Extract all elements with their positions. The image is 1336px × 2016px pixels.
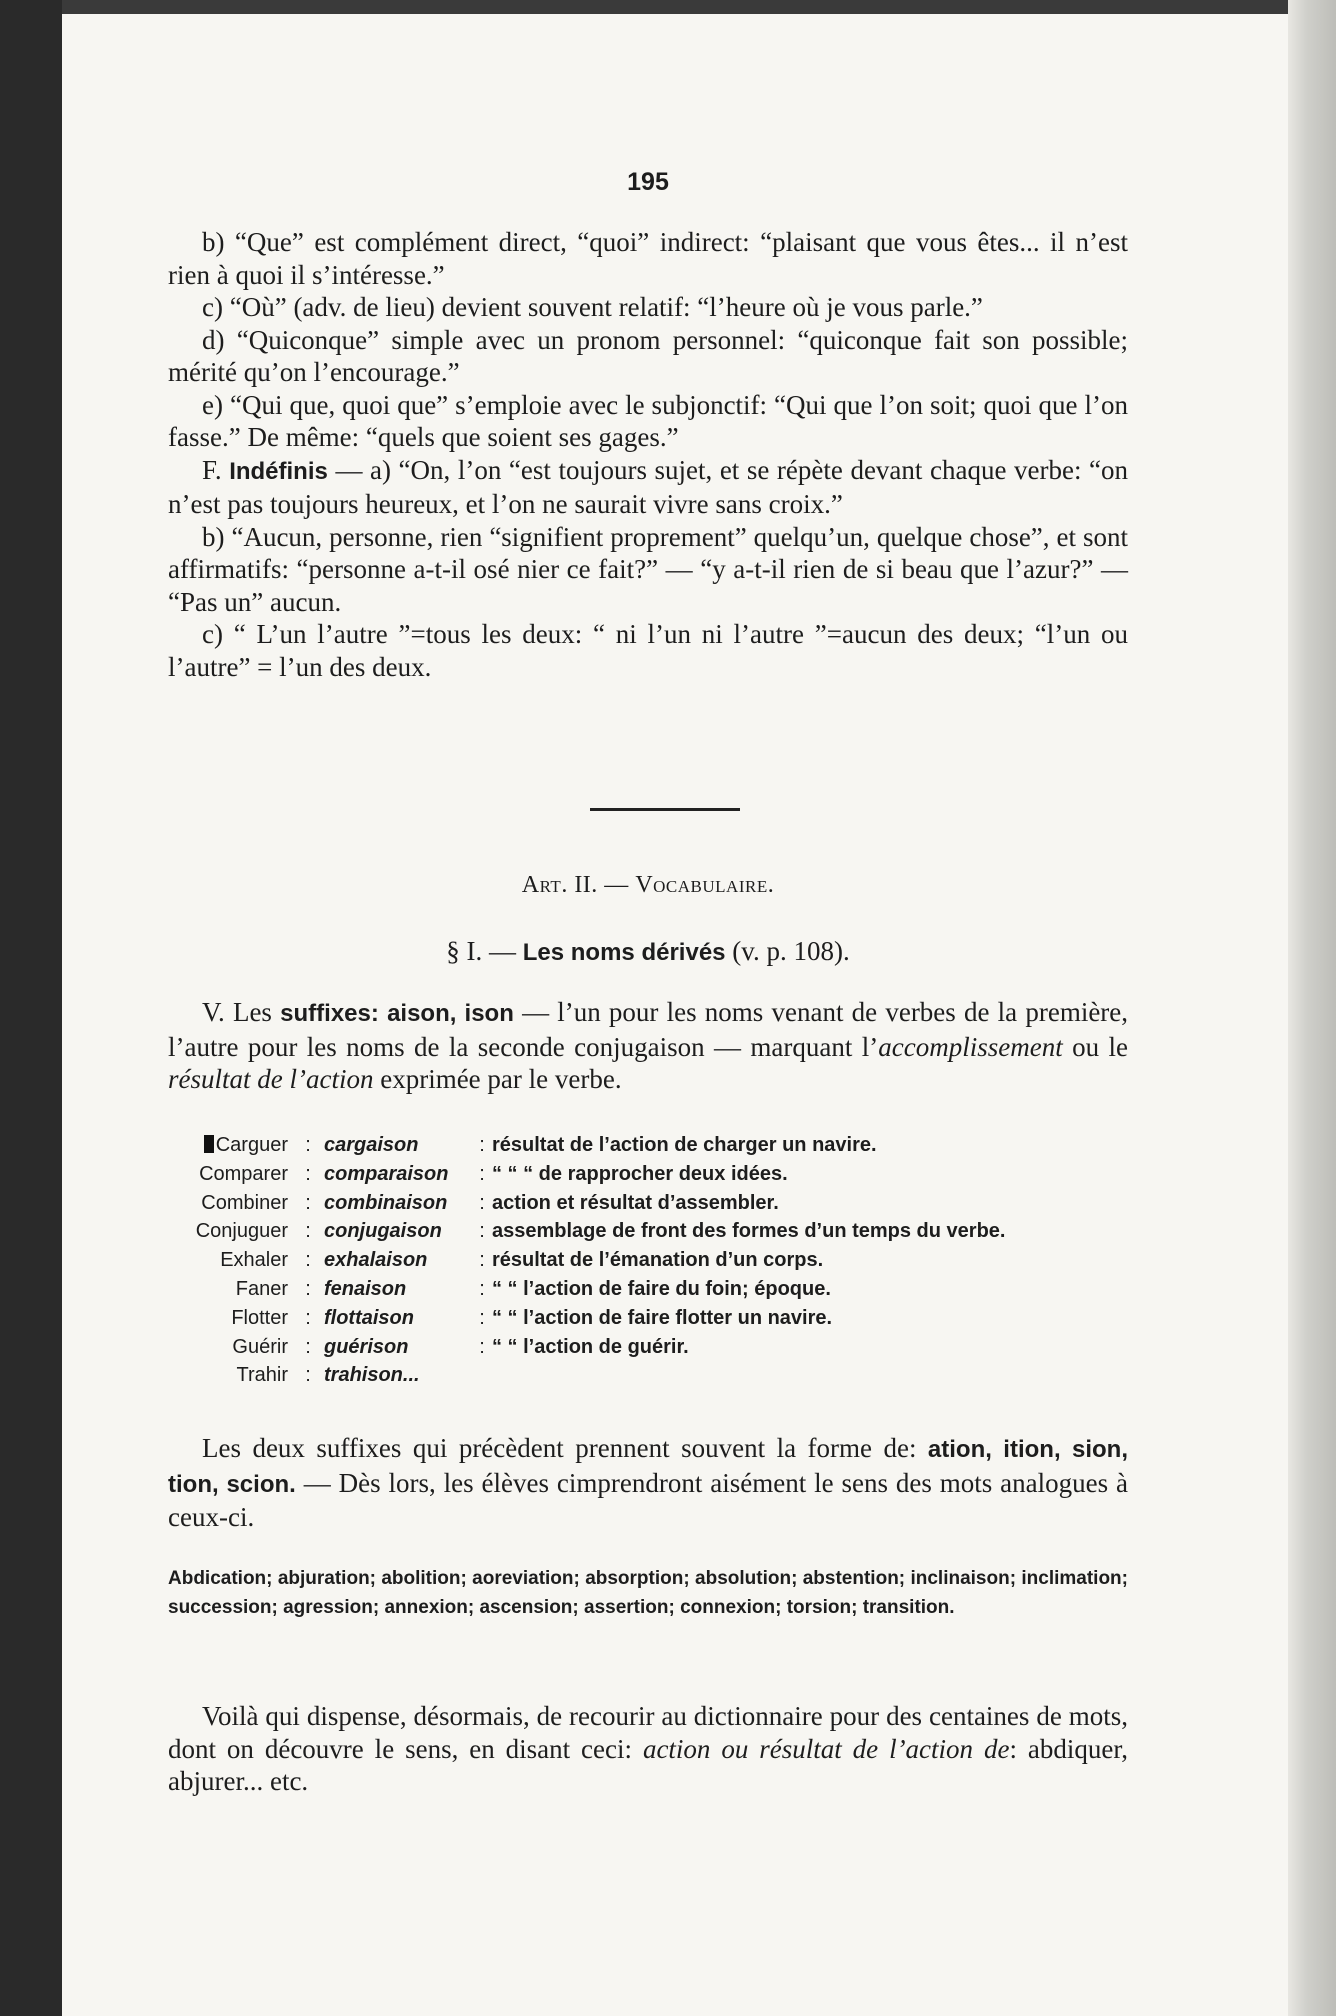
table-meaning: résultat de l’émanation d’un corps. xyxy=(492,1249,824,1272)
paragraph-indefinis xyxy=(168,454,1128,521)
table-verb: Combiner xyxy=(201,1191,288,1214)
table-row xyxy=(168,1333,1148,1362)
paragraph-ou: c) “Où” (adv. de lieu) devient souvent relatif: “l’heure où je vous parle.” xyxy=(202,292,983,322)
table-verb: Conjuguer xyxy=(195,1220,288,1243)
scan-frame-right xyxy=(1288,0,1336,2016)
table-row xyxy=(168,1160,1148,1189)
table-colon: : xyxy=(305,1277,311,1300)
table-colon: : xyxy=(305,1249,311,1272)
table-noun: cargaison xyxy=(324,1134,419,1156)
indefinis-text: — a) “On, l’on “est toujours sujet, et se répète devant chaque verbe: “on n’est pas toujours heureux, et l’on ne saurait vivre sans croix.” xyxy=(168,454,1129,519)
table-noun: exhalaison xyxy=(324,1249,428,1272)
table-row xyxy=(168,1246,1148,1275)
table-colon: : xyxy=(479,1220,485,1243)
article-prefix: Art. II. — xyxy=(521,872,629,898)
suffix-forms: aison, ison xyxy=(387,1000,514,1027)
table-colon: : xyxy=(305,1220,311,1243)
table-row xyxy=(168,1131,1148,1160)
table-row xyxy=(168,1189,1148,1218)
table-meaning: assemblage de front des formes d’un temps du verbe. xyxy=(492,1220,1006,1243)
table-colon: : xyxy=(479,1162,485,1185)
suffix-lead: V. Les xyxy=(202,997,272,1027)
table-colon: : xyxy=(305,1134,311,1156)
article-heading xyxy=(168,872,1128,899)
table-row xyxy=(168,1361,1148,1390)
paragraph-qui-que: e) “Qui que, quoi que” s’emploie avec le subjonctif: “Qui que l’on soit; quoi que l’on fasse.” De même: “quels que soient ses gages.” xyxy=(168,389,1128,452)
section-reference: (v. p. 108). xyxy=(732,936,850,966)
section-divider xyxy=(590,808,740,811)
suffix-text-2: ou le xyxy=(1062,1031,1128,1062)
scan-frame-top xyxy=(0,0,1336,14)
table-verb: Trahir xyxy=(236,1364,288,1387)
closing-text-2: : abdiquer, abjurer... etc. xyxy=(168,1733,1128,1796)
paragraph-que-quoi: b) “Que” est complément direct, “quoi” indirect: “plaisant que vous êtes... il n’est rien à quoi il s’intéresse.” xyxy=(168,227,1128,290)
table-verb: Faner xyxy=(235,1277,288,1300)
suffix-emphasis-2: résultat de l’action xyxy=(168,1064,374,1094)
table-colon: : xyxy=(305,1162,311,1185)
table-colon: : xyxy=(305,1191,311,1214)
table-row xyxy=(168,1275,1148,1304)
table-noun: comparaison xyxy=(324,1162,449,1185)
indefinis-title: Indéfinis xyxy=(229,457,328,485)
scan-frame-left xyxy=(0,0,62,2016)
table-verb: Guérir xyxy=(232,1335,288,1358)
paragraph-quiconque: d) “Quiconque” simple avec un pronom personnel: “quiconque fait son possible; mérité qu’on l’encourage.” xyxy=(168,324,1128,387)
variant-paragraph-block xyxy=(168,1432,1128,1534)
section-title: Les noms dérivés xyxy=(522,939,726,966)
table-verb: Carguer xyxy=(168,1131,298,1160)
table-colon: : xyxy=(479,1306,485,1329)
table-meaning: “ “ “ de rapprocher deux idées. xyxy=(492,1162,788,1185)
table-meaning: résultat de l’action de charger un navire. xyxy=(492,1134,877,1156)
table-noun: guérison xyxy=(324,1335,409,1358)
table-colon: : xyxy=(479,1134,485,1156)
table-meaning: “ “ l’action de faire flotter un navire. xyxy=(492,1306,833,1329)
table-noun: fenaison xyxy=(324,1277,407,1300)
table-colon: : xyxy=(305,1306,311,1329)
table-colon: : xyxy=(479,1335,485,1358)
table-verb: Exhaler xyxy=(220,1249,288,1272)
table-noun: combinaison xyxy=(324,1191,448,1214)
article-title: Vocabulaire. xyxy=(635,872,775,898)
table-noun: conjugaison xyxy=(324,1220,442,1243)
suffix-paragraph xyxy=(168,996,1128,1096)
table-verb: Flotter xyxy=(231,1306,288,1329)
indefinis-lead: F. xyxy=(202,454,222,485)
variant-text-1: Les deux suffixes qui précèdent prennent souvent la forme de: xyxy=(202,1433,917,1463)
table-noun: flottaison xyxy=(324,1306,414,1329)
section-heading xyxy=(168,936,1128,967)
paragraph-lun-lautre: c) “ L’un l’autre ”=tous les deux: “ ni l’un ni l’autre ”=aucun des deux; “l’un ou l’autre” = l’un des deux. xyxy=(168,619,1128,682)
grammar-block xyxy=(168,226,1128,683)
table-colon: : xyxy=(305,1364,311,1387)
example-word-list: Abdication; abjuration; abolition; aoreviation; absorption; absolution; abstention; inclinaison; inclimation; succession; agression; annexion; ascension; assertion; connexion; torsion; transition. xyxy=(168,1568,1128,1618)
closing-paragraph xyxy=(168,1700,1128,1798)
table-verb: Comparer xyxy=(199,1162,288,1185)
suffix-paragraph-block xyxy=(168,996,1128,1096)
page-number: 195 xyxy=(627,168,669,196)
paragraph-aucun: b) “Aucun, personne, rien “signifient proprement” quelqu’un, quelque chose”, et sont affirmatifs: “personne a-t-il osé nier ce fait?” — “y a-t-il rien de si beau que l’azur?” — “Pas un” aucun. xyxy=(168,521,1128,617)
table-row xyxy=(168,1304,1148,1333)
table-colon: : xyxy=(479,1191,485,1214)
table-row xyxy=(168,1217,1148,1246)
suffix-text-3: exprimée par le verbe. xyxy=(373,1064,622,1094)
table-colon: : xyxy=(479,1249,485,1272)
suffix-text-1: — l’un pour les noms venant de verbes de la première, l’autre pour les noms de la seconde conjugaison — marquant l’ xyxy=(168,997,1129,1062)
variant-text-2: — Dès lors, les élèves cimprendront aisément le sens des mots analogues à ceux-ci. xyxy=(168,1467,1129,1532)
book-page xyxy=(62,14,1288,2016)
closing-paragraph-block xyxy=(168,1700,1128,1798)
suffix-label: suffixes: xyxy=(280,1000,379,1027)
black-square-mark xyxy=(204,1135,214,1153)
table-meaning: action et résultat d’assembler. xyxy=(492,1191,779,1214)
closing-emphasis: action ou résultat de l’action de xyxy=(642,1733,1010,1764)
table-meaning: “ “ l’action de faire du foin; époque. xyxy=(492,1277,831,1300)
table-meaning: “ “ l’action de guérir. xyxy=(492,1335,689,1358)
table-colon: : xyxy=(479,1277,485,1300)
suffix-table xyxy=(168,1131,1148,1390)
suffix-emphasis-1: accomplissement xyxy=(878,1031,1063,1062)
variant-forms: ation, ition, sion, tion, scion. xyxy=(168,1436,1128,1498)
section-number: § I. — xyxy=(446,936,516,966)
closing-text-1: Voilà qui dispense, désormais, de recourir au dictionnaire pour des centaines de mots, dont on découvre le sens, en disant ceci: xyxy=(168,1701,1128,1764)
table-colon xyxy=(472,1361,492,1390)
table-noun: trahison... xyxy=(324,1364,420,1387)
table-colon: : xyxy=(305,1335,311,1358)
variant-paragraph xyxy=(168,1432,1128,1534)
